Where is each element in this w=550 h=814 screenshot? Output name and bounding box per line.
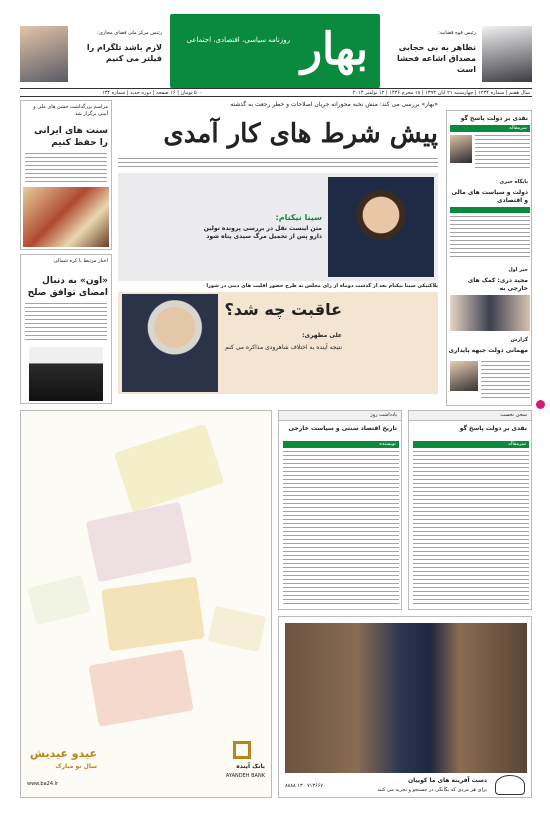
article-headline[interactable]: نقدی بر دولت پاسخ گو: [459, 425, 527, 432]
section-label: یادداشت روز: [370, 412, 397, 418]
masthead: [170, 14, 380, 88]
masthead-tagline: روزنامه سیاسی، اقتصادی، اجتماعی: [186, 36, 290, 44]
right-section-1[interactable]: نقدی بر دولت پاسخ گو: [460, 115, 528, 122]
top-right-teaser[interactable]: [388, 18, 532, 82]
masthead-logo: بهار: [300, 24, 368, 75]
ad-website[interactable]: www.ba24.ir: [27, 781, 59, 787]
right-section-4: گزارش: [510, 337, 528, 343]
card-6: [208, 606, 266, 652]
label-text: سرمقاله: [508, 441, 526, 447]
brand-logo-icon: [495, 775, 525, 795]
right-label-bar: [450, 125, 530, 132]
article-body: [413, 451, 529, 605]
bank-logo-icon: [233, 741, 251, 759]
right-column: [446, 110, 532, 406]
photo-caption-name: سینا نیکنام:: [275, 213, 322, 222]
price-info: ۵۰۰ تومان | ۱۶ صفحه | دوره جدید | شماره ۱۳۴: [101, 90, 202, 96]
right-headline-4[interactable]: مهمانی دولت جبهه پایداری: [448, 347, 528, 354]
right-body-4: [481, 361, 530, 401]
article-mid: [278, 410, 402, 610]
leader-photo: [29, 347, 103, 401]
bank-name-fa: بانک آینده: [236, 763, 265, 770]
dateline: سال هفتم | شماره ۱۲۳۴ | چهارشنبه ۲۱ آبان ۱۳۹۳ | ۱۸ محرم ۱۴۳۶ | ۱۲ نوامبر ۲۰۱۴: [352, 90, 530, 96]
photo-caption: متن اینست نقل در بررسی پرونده تولین دارو پس از تحمیل مرگ سیدی پناه شود: [203, 225, 322, 240]
story-headline: سنت های ایرانی را حفظ کنیم: [34, 126, 108, 148]
card-3: [101, 577, 205, 652]
right-label: سرمقاله: [509, 125, 527, 131]
portrait-photo: [482, 26, 532, 82]
left-column-box-2[interactable]: [20, 254, 112, 404]
section-bar: [409, 411, 531, 421]
teaser-headline: لازم باشد تلگرام را فیلتر می کنیم: [86, 43, 162, 63]
right-body-2: [450, 216, 530, 260]
suit-ad-sub: برای هر مردی که یگانگی در جستجو و تجربه می کنند: [377, 787, 487, 793]
story-body: [25, 303, 107, 341]
old-man-portrait: [122, 294, 218, 392]
main-headline[interactable]: پیش شرط های کار آمدی: [163, 119, 438, 149]
right-photo-3: [450, 295, 530, 331]
top-left-teaser[interactable]: [20, 18, 162, 82]
story-body: [25, 153, 107, 183]
article-headline[interactable]: تاریخ اقتصاد سنتی و سیاست خارجی: [288, 425, 397, 432]
dateline-strip: [20, 88, 532, 97]
photo-caption: نتیجه آینده به اختلاف شاهرودی مذاکره می کنم: [225, 344, 342, 351]
bank-ad[interactable]: [20, 410, 272, 798]
photo-caption-name: علی مطهری:: [302, 332, 342, 339]
main-story-body: [118, 158, 438, 170]
label-bar: [283, 441, 399, 448]
photo-story-2[interactable]: [118, 292, 438, 394]
card-4: [88, 649, 193, 727]
bank-name-en: AYANDEH BANK: [225, 773, 265, 779]
story-headline: «اون» به دنبال امضای توافق صلح: [27, 276, 108, 298]
photo-story-1[interactable]: [118, 173, 438, 281]
ad-slogan: عیدو عیدیش: [29, 747, 97, 760]
label-text: نویسنده: [379, 441, 396, 447]
portrait-photo: [20, 26, 68, 82]
right-headline-2[interactable]: دولت و سیاست های مالی و اقتصادی: [451, 189, 528, 204]
right-headline-3[interactable]: مجید دری: کمک های خارجی به: [467, 277, 528, 292]
right-section-2: پایگاه خبری: [499, 179, 528, 185]
section-label: سخن نخست: [500, 412, 527, 418]
main-kicker: «بهار» بررسی می کند: منش نخبه محورانه جریان اصلاحات و خطر رجعت به گذشته: [230, 101, 438, 108]
teaser-kicker: رئیس قوه قضاییه:: [438, 30, 476, 36]
section-bar: [279, 411, 401, 421]
suit-ad-phone: ۸۸۸۸ ۱۳۰ ۷۱۳۶۶۷۰: [285, 783, 326, 789]
article-right: [408, 410, 532, 610]
right-photo-4: [450, 361, 478, 391]
article-body: [283, 451, 399, 605]
right-section-3: خبر اول: [508, 267, 528, 273]
right-bar-2: [450, 207, 530, 213]
photo-subhead: پلاکنیکی سینا نیکنام بعد از گذشت دوماه از رای مجلس به طرح حضور اقلیت های دینی در شورا: [206, 283, 438, 289]
suit-ad-title: دست آفرینه های ما کوییان: [408, 777, 487, 784]
miniature-painting: [23, 187, 109, 247]
card-2: [86, 502, 193, 583]
teaser-kicker: رئیس مرکز ملی فضای مجازی:: [97, 30, 162, 36]
suit-ad[interactable]: [278, 616, 532, 798]
story-kicker: مراسم بزرگداشت جشن های ملی و آیینی برگزار شد: [33, 104, 108, 117]
man-portrait: [328, 177, 434, 277]
ad-sub: سال نو مبارک: [55, 763, 97, 770]
card-1: [114, 424, 224, 513]
card-5: [27, 575, 91, 625]
registration-mark: [536, 400, 545, 409]
right-body-1: [475, 135, 530, 169]
columnist-photo: [450, 135, 472, 163]
label-bar: [413, 441, 529, 448]
suit-ad-photo: [285, 623, 527, 773]
story-kicker: اخبار مرتبط با کره شمالی: [53, 258, 108, 264]
left-column-box-1[interactable]: [20, 100, 112, 250]
photo-story-headline: عاقبت چه شد؟: [224, 300, 342, 319]
teaser-headline: تظاهر به بی حجابی مصداق اشاعه فحشا است: [397, 43, 476, 74]
